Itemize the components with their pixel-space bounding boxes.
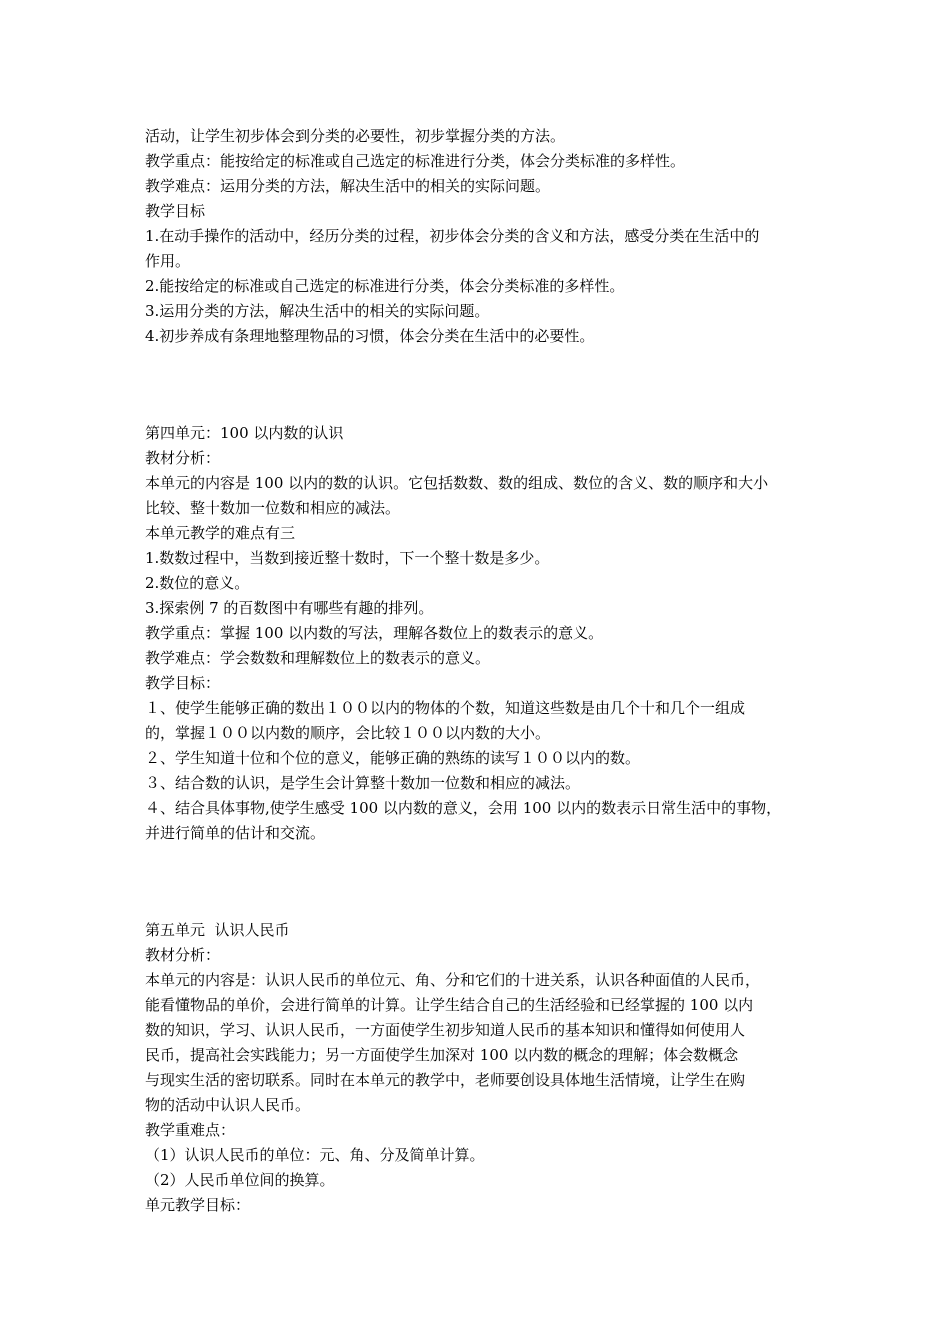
goal-item: ４、结合具体事物,使学生感受 100 以内数的意义，会用 100 以内的数表示日常生活中的事物， (145, 799, 782, 817)
paragraph-line: 能看懂物品的单价，会进行简单的计算。让学生结合自己的生活经验和已经掌握的 100 以内 (145, 996, 754, 1014)
section-spacer (145, 846, 825, 918)
goal-item: １、使学生能够正确的数出１００以内的物体的个数，知道这些数是由几个十和几个一组成 (145, 699, 746, 717)
goal-item: 4.初步养成有条理地整理物品的习惯，体会分类在生活中的必要性。 (145, 327, 595, 345)
paragraph-line: 本单元的内容是 100 以内的数的认识。它包括数数、数的组成、数位的含义、数的顺序和大小 (145, 474, 769, 492)
paragraph-line: 比较、整十数加一位数和相应的减法。 (145, 499, 401, 517)
material-analysis-heading: 教材分析： (145, 449, 221, 467)
goal-item: ３、结合数的认识，是学生会计算整十数加一位数和相应的减法。 (145, 774, 581, 792)
paragraph-line: 物的活动中认识人民币。 (145, 1096, 311, 1114)
teaching-focus: 教学重点：能按给定的标准或自己选定的标准进行分类，体会分类标准的多样性。 (145, 152, 686, 170)
teaching-goals-heading: 教学目标： (145, 674, 221, 692)
difficulty-item: 3.探索例 7 的百数图中有哪些有趣的排列。 (145, 599, 434, 617)
goal-item: 3.运用分类的方法，解决生活中的相关的实际问题。 (145, 302, 490, 320)
unit4-section (145, 421, 825, 846)
difficulty-heading: 本单元教学的难点有三 (145, 524, 296, 542)
document-page (145, 124, 825, 1218)
section-spacer (145, 349, 825, 421)
paragraph-line: 活动，让学生初步体会到分类的必要性，初步掌握分类的方法。 (145, 127, 566, 145)
goal-item: 2.能按给定的标准或自己选定的标准进行分类，体会分类标准的多样性。 (145, 277, 625, 295)
teaching-difficulty: 教学难点：运用分类的方法，解决生活中的相关的实际问题。 (145, 177, 551, 195)
goal-item: ２、学生知道十位和个位的意义，能够正确的熟练的读写１００以内的数。 (145, 749, 641, 767)
key-point-item: （2）人民币单位间的换算。 (145, 1171, 335, 1189)
teaching-goals-heading: 教学目标 (145, 202, 206, 220)
unit-goals-heading: 单元教学目标： (145, 1196, 251, 1214)
unit4-title: 第四单元：100 以内数的认识 (145, 424, 344, 442)
teaching-focus: 教学重点：掌握 100 以内数的写法，理解各数位上的数表示的意义。 (145, 624, 604, 642)
teaching-difficulty: 教学难点：学会数数和理解数位上的数表示的意义。 (145, 649, 491, 667)
paragraph-line: 与现实生活的密切联系。同时在本单元的教学中，老师要创设具体地生活情境，让学生在购 (145, 1071, 746, 1089)
paragraph-line: 数的知识，学习、认识人民币，一方面使学生初步知道人民币的基本知识和懂得如何使用人 (145, 1021, 746, 1039)
goal-item-continued: 的，掌握１００以内数的顺序，会比较１００以内数的大小。 (145, 724, 551, 742)
paragraph-line: 本单元的内容是：认识人民币的单位元、角、分和它们的十进关系，认识各种面值的人民币， (145, 971, 761, 989)
paragraph-line: 民币，提高社会实践能力；另一方面使学生加深对 100 以内数的概念的理解；体会数概念 (145, 1046, 739, 1064)
material-analysis-heading: 教材分析： (145, 946, 221, 964)
key-point-item: （1）认识人民币的单位：元、角、分及简单计算。 (145, 1146, 485, 1164)
unit3-section-tail (145, 124, 825, 349)
difficulty-item: 1.数数过程中，当数到接近整十数时，下一个整十数是多少。 (145, 549, 550, 567)
goal-item-continued: 并进行简单的估计和交流。 (145, 824, 326, 842)
goal-item-continued: 作用。 (145, 252, 191, 270)
goal-item: 1.在动手操作的活动中，经历分类的过程，初步体会分类的含义和方法，感受分类在生活中的 (145, 227, 760, 245)
key-difficulties-heading: 教学重难点： (145, 1121, 236, 1139)
unit5-section (145, 918, 825, 1218)
unit5-title: 第五单元 认识人民币 (145, 921, 290, 939)
difficulty-item: 2.数位的意义。 (145, 574, 250, 592)
